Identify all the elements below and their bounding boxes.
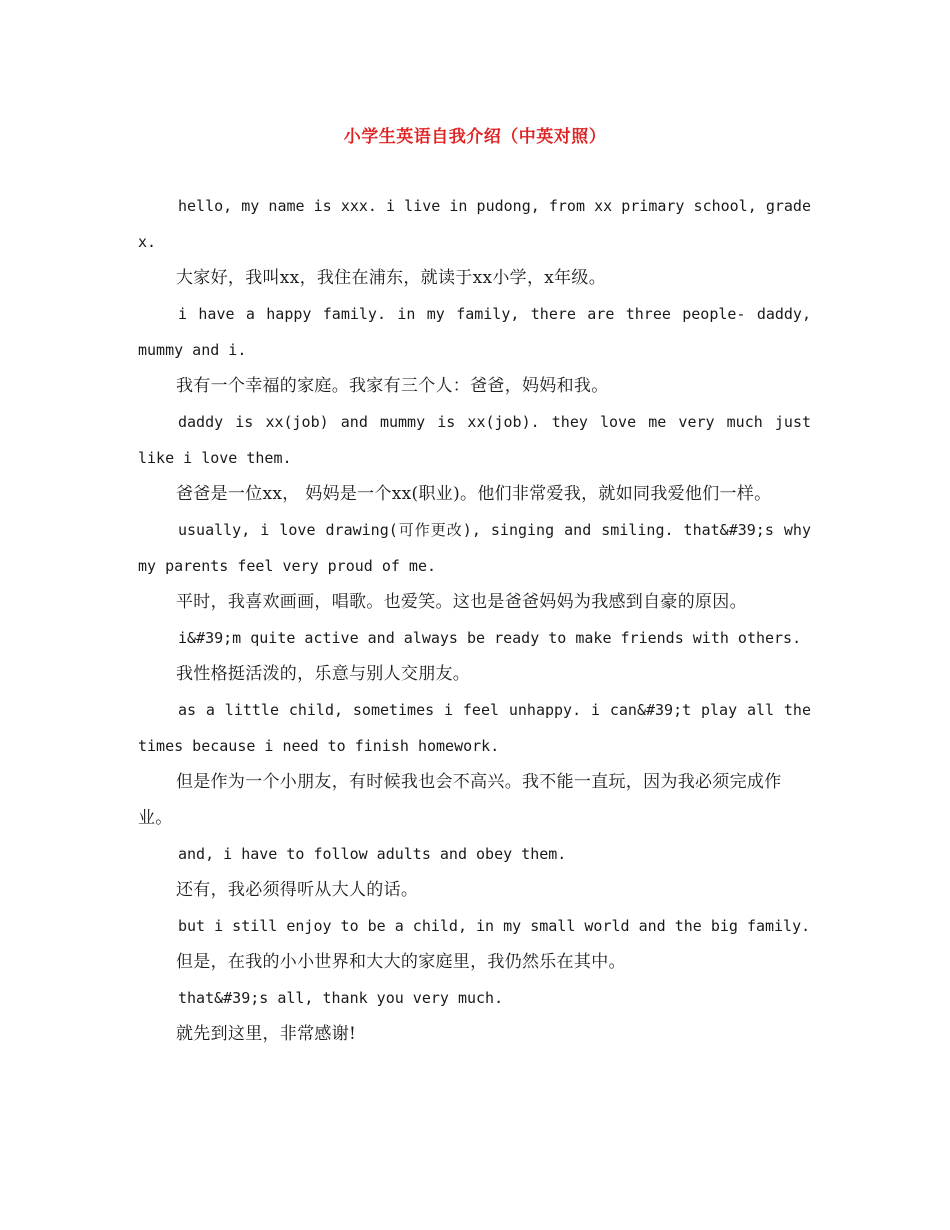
document-title: 小学生英语自我介绍（中英对照）: [343, 127, 607, 147]
paragraph-zh-1: 大家好，我叫xx，我住在浦东，就读于xx小学，x年级。: [176, 268, 607, 288]
document-body: [138, 188, 811, 1052]
paragraph-zh-5: 我性格挺活泼的，乐意与别人交朋友。: [176, 664, 471, 684]
paragraph-zh-4: 平时，我喜欢画画，唱歌。也爱笑。这也是爸爸妈妈为我感到自豪的原因。: [176, 592, 747, 612]
paragraph-en-2: i have a happy family. in my family, there are three people- daddy, mummy and i.: [138, 305, 811, 359]
paragraph-en-1: hello, my name is xxx. i live in pudong, from xx primary school, grade x.: [138, 197, 811, 251]
paragraph-zh-2: 我有一个幸福的家庭。我家有三个人：爸爸，妈妈和我。: [176, 376, 609, 396]
paragraph-en-7: and, i have to follow adults and obey them.: [178, 845, 567, 863]
paragraph-zh-9: 就先到这里，非常感谢!: [176, 1024, 357, 1044]
paragraph-en-8: but i still enjoy to be a child, in my small world and the big family.: [178, 917, 811, 935]
paragraph-en-3: daddy is xx(job) and mummy is xx(job). they love me very much just like i love them.: [138, 413, 811, 467]
paragraph-en-4: usually, i love drawing(可作更改), singing and smiling. that&#39;s why my parents feel very proud of me.: [138, 521, 811, 575]
paragraph-zh-6: 但是作为一个小朋友，有时候我也会不高兴。我不能一直玩，因为我必须完成作业。: [138, 772, 782, 828]
paragraph-en-9: that&#39;s all, thank you very much.: [178, 989, 504, 1007]
paragraph-zh-3: 爸爸是一位xx， 妈妈是一个xx(职业)。他们非常爱我，就如同我爱他们一样。: [176, 484, 772, 504]
paragraph-en-6: as a little child, sometimes i feel unhappy. i can&#39;t play all the times because i need to finish homework.: [138, 701, 811, 755]
paragraph-zh-8: 但是，在我的小小世界和大大的家庭里，我仍然乐在其中。: [176, 952, 626, 972]
paragraph-en-5: i&#39;m quite active and always be ready to make friends with others.: [178, 629, 802, 647]
paragraph-zh-7: 还有，我必须得听从大人的话。: [176, 880, 419, 900]
